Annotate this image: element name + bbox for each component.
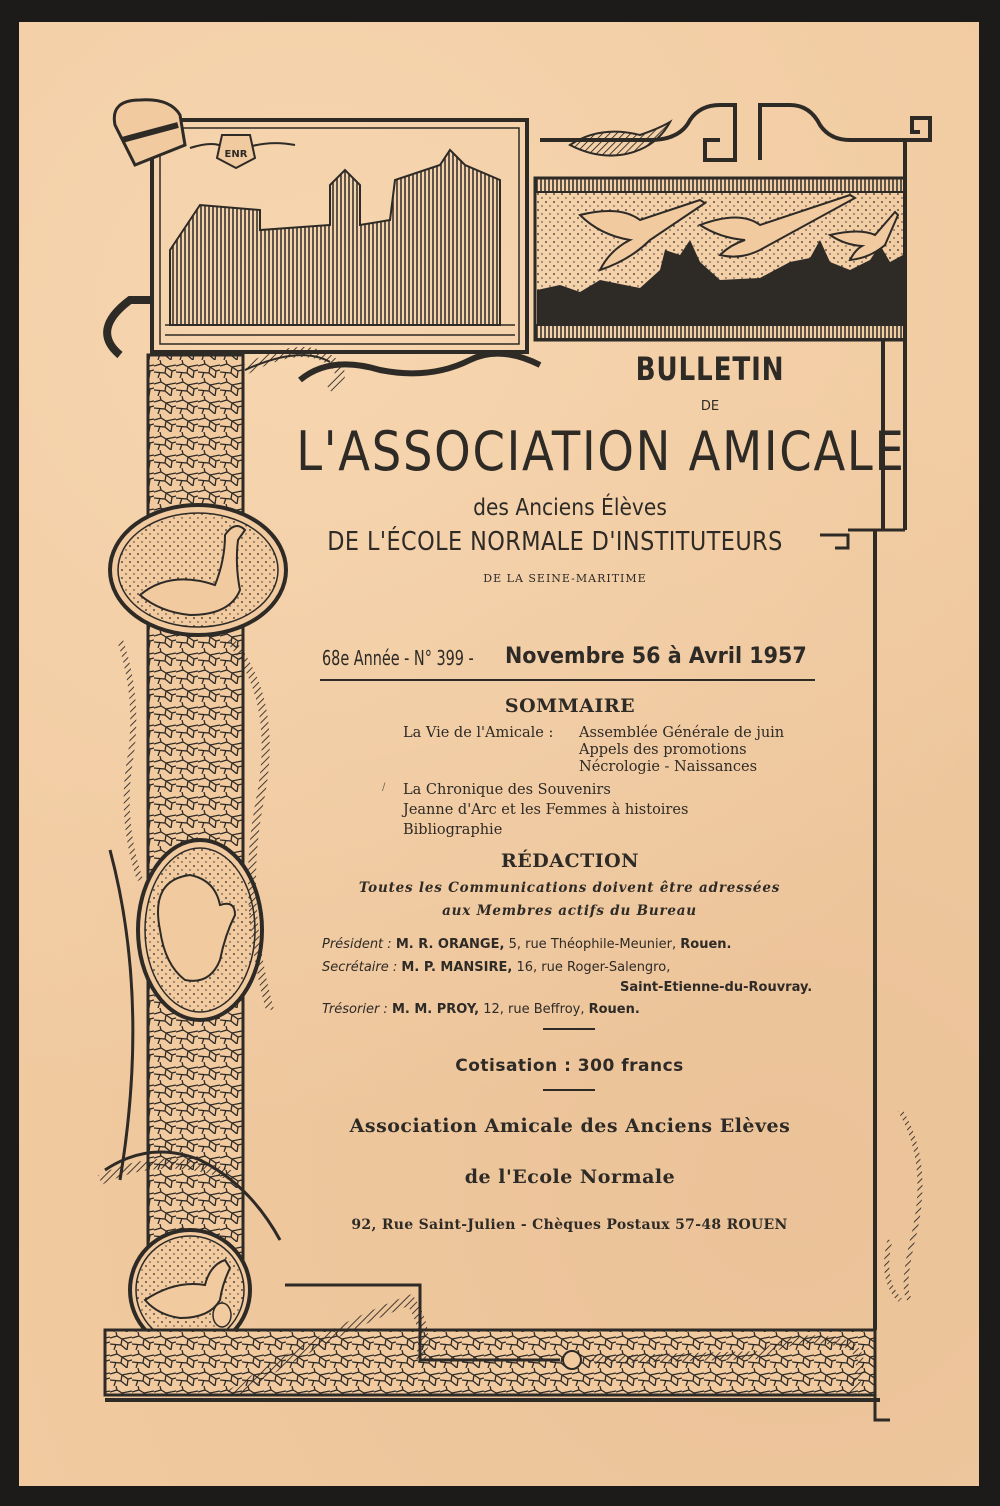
toc-sub-entry: Nécrologie - Naissances: [579, 759, 758, 775]
redaction-heading: RÉDACTION: [500, 850, 640, 872]
officer-role: Secrétaire :: [322, 960, 398, 975]
turkey-medallion: [138, 840, 262, 1020]
title-de: DE: [700, 399, 720, 414]
officer-address: 12, rue Beffroy,: [483, 1002, 585, 1017]
footer-ecole: de l'Ecole Normale: [464, 1166, 676, 1188]
officer-address: 16, rue Roger-Salengro,: [516, 960, 671, 975]
officer-president: [322, 937, 732, 952]
table-of-contents: [403, 725, 784, 840]
sommaire-heading: SOMMAIRE: [504, 695, 636, 717]
short-divider: [543, 1089, 595, 1091]
officer-secretaire: [322, 960, 670, 975]
association-title: L'ASSOCIATION AMICALE: [296, 420, 906, 483]
officer-role: Président :: [322, 937, 392, 952]
officer-tresorier: [322, 1002, 640, 1017]
pencil-tick-mark: /: [382, 782, 386, 793]
bulletin-title: BULLETIN: [635, 350, 785, 388]
issue-period: Novembre 56 à Avril 1957: [505, 644, 807, 669]
officer-role: Trésorier :: [322, 1002, 388, 1017]
officer-name: M. P. MANSIRE,: [401, 960, 513, 975]
toc-item: [403, 725, 784, 742]
divider: [320, 679, 815, 681]
officer-city: Rouen.: [680, 937, 732, 952]
emblem-text: ENR: [224, 149, 248, 160]
skyline-with-swans-illustration: [535, 178, 905, 340]
officer-address: 5, rue Théophile-Meunier,: [508, 937, 677, 952]
footer-address: 92, Rue Saint-Julien - Chèques Postaux 57-48 ROUEN: [351, 1217, 788, 1233]
school-building-illustration: [152, 120, 527, 352]
footer-association: Association Amicale des Anciens Elèves: [349, 1115, 791, 1137]
goose-medallion: [110, 505, 286, 635]
issue-number: 68e Année - N° 399 -: [322, 646, 474, 670]
ecole-normale-title: DE L'ÉCOLE NORMALE D'INSTITUTEURS: [327, 527, 783, 557]
officer-name: M. M. PROY,: [391, 1002, 480, 1017]
toc-item: Jeanne d'Arc et les Femmes à histoires: [403, 802, 689, 818]
officer-name: M. R. ORANGE,: [395, 937, 505, 952]
cotisation: Cotisation : 300 francs: [455, 1056, 684, 1076]
short-divider: [543, 1028, 595, 1030]
toc-item-label: La Vie de l'Amicale :: [403, 725, 554, 741]
officer-city: Rouen.: [588, 1002, 640, 1017]
region-subtitle: DE LA SEINE-MARITIME: [483, 572, 647, 585]
redaction-note-line-2: aux Membres actifs du Bureau: [442, 903, 697, 919]
officer-city: [620, 980, 812, 995]
toc-item: Bibliographie: [403, 822, 503, 838]
toc-item: La Chronique des Souvenirs: [403, 782, 611, 798]
toc-sub-entry: Assemblée Générale de juin: [579, 725, 785, 741]
anciens-eleves-subtitle: des Anciens Élèves: [473, 495, 667, 521]
officer-city-text: Saint-Etienne-du-Rouvray.: [620, 980, 813, 995]
redaction-note-line-1: Toutes les Communications doivent être adressées: [358, 880, 781, 896]
toc-sub-entry: Appels des promotions: [579, 742, 747, 758]
